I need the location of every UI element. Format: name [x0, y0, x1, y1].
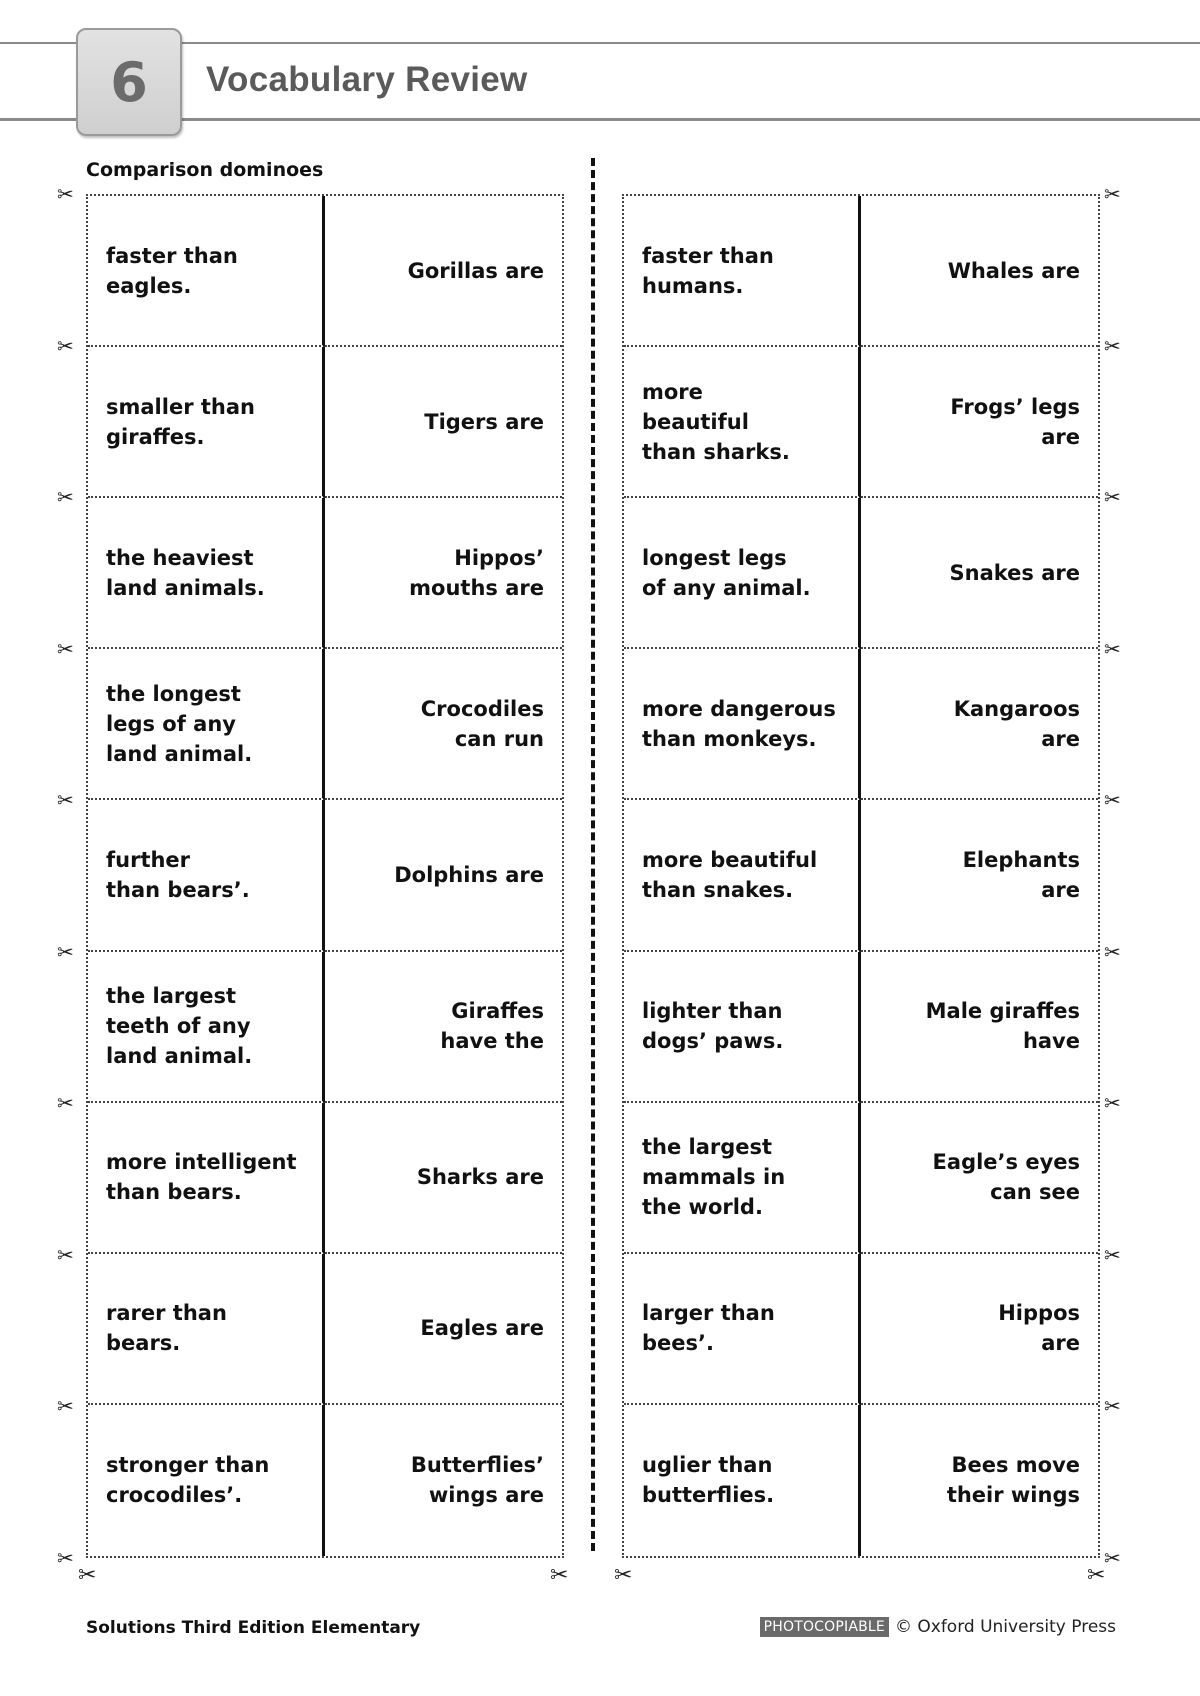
domino-ending-text: lighter than dogs’ paws.: [624, 952, 861, 1103]
scissors-icon: ✂: [57, 485, 74, 510]
domino-ending-text: more intelligent than bears.: [88, 1103, 325, 1254]
domino-ending-text: stronger than crocodiles’.: [88, 1405, 325, 1556]
center-cut-line: [591, 158, 595, 1551]
domino-ending-text: uglier than butterflies.: [624, 1405, 861, 1556]
domino-beginning-text: Kangaroos are: [861, 649, 1098, 800]
domino-beginning-text: Dolphins are: [325, 800, 562, 951]
scissors-icon: ✂: [57, 788, 74, 813]
domino-beginning-text: Sharks are: [325, 1103, 562, 1254]
domino-grid-left: [86, 194, 564, 1558]
scissors-icon: ✂: [614, 1563, 633, 1588]
domino-beginning-text: Butterflies’ wings are: [410, 1453, 544, 1508]
domino-ending-text: faster than eagles.: [88, 196, 325, 347]
section-title: Comparison dominoes: [86, 159, 324, 181]
photocopiable-badge: PHOTOCOPIABLE: [760, 1617, 889, 1637]
scissors-icon: ✂: [1104, 182, 1121, 206]
domino-ending-text: rarer than bears.: [88, 1254, 325, 1405]
domino-ending-text: smaller than giraffes.: [88, 347, 325, 498]
domino-beginning-text: Snakes are: [861, 498, 1098, 649]
domino-beginning-text: Elephants are: [861, 800, 1098, 951]
scissors-icon: ✂: [57, 636, 74, 661]
unit-number-badge: 6: [76, 28, 182, 136]
scissors-icon: ✂: [57, 182, 74, 206]
domino-beginning-text: Crocodiles can run: [325, 649, 562, 800]
scissors-icon: ✂: [1087, 1563, 1106, 1588]
scissors-icon: ✂: [1104, 1546, 1121, 1570]
domino-beginning-text: Gorillas are: [325, 196, 562, 347]
page-title: Vocabulary Review: [206, 60, 528, 99]
domino-ending-text: the largest teeth of any land animal.: [88, 952, 325, 1103]
domino-beginning-text: Male giraffes have: [861, 952, 1098, 1103]
scissors-icon: ✂: [57, 1091, 74, 1116]
domino-beginning-text: Eagle’s eyes can see: [861, 1103, 1098, 1254]
domino-ending-text: longest legs of any animal.: [624, 498, 861, 649]
scissors-icon: ✂: [57, 1242, 74, 1267]
domino-beginning-text: Frogs’ legs are: [861, 347, 1098, 498]
domino-beginning-text: Bees move their wings: [946, 1453, 1080, 1508]
domino-beginning-text: Tigers are: [325, 347, 562, 498]
scissors-icon: ✂: [57, 1546, 74, 1570]
domino-ending-text: more beautiful than snakes.: [624, 800, 861, 951]
scissors-icon: ✂: [57, 333, 74, 358]
domino-ending-text: larger than bees’.: [624, 1254, 861, 1405]
scissors-icon: ✂: [57, 1394, 74, 1419]
domino-beginning-text: Hippos are: [861, 1254, 1098, 1405]
scissors-icon: ✂: [1104, 485, 1121, 510]
scissors-icon: ✂: [57, 939, 74, 964]
domino-ending-text: faster than humans.: [624, 196, 861, 347]
publisher-text: © Oxford University Press: [894, 1617, 1116, 1637]
domino-ending-text: the heaviest land animals.: [88, 498, 325, 649]
domino-beginning-text: Whales are: [861, 196, 1098, 347]
scissors-icon: ✂: [1104, 1242, 1121, 1267]
scissors-icon: ✂: [1104, 788, 1121, 813]
scissors-icon: ✂: [1104, 333, 1121, 358]
scissors-icon: ✂: [1104, 636, 1121, 661]
domino-beginning-text: Giraffes have the: [325, 952, 562, 1103]
scissors-icon: ✂: [78, 1563, 97, 1588]
domino-ending-text: more dangerous than monkeys.: [624, 649, 861, 800]
domino-beginning-text: Eagles are: [325, 1254, 562, 1405]
footer-copyright: [760, 1617, 1116, 1637]
scissors-icon: ✂: [1104, 1091, 1121, 1116]
domino-ending-text: more beautiful than sharks.: [624, 347, 861, 498]
scissors-icon: ✂: [1104, 1394, 1121, 1419]
domino-ending-text: the largest mammals in the world.: [624, 1103, 861, 1254]
domino-beginning-text: Hippos’ mouths are: [325, 498, 562, 649]
domino-grid-right: [622, 194, 1100, 1558]
scissors-icon: ✂: [550, 1563, 569, 1588]
scissors-icon: ✂: [1104, 939, 1121, 964]
footer-book-title: Solutions Third Edition Elementary: [86, 1618, 421, 1638]
domino-ending-text: the longest legs of any land animal.: [88, 649, 325, 800]
domino-ending-text: further than bears’.: [88, 800, 325, 951]
